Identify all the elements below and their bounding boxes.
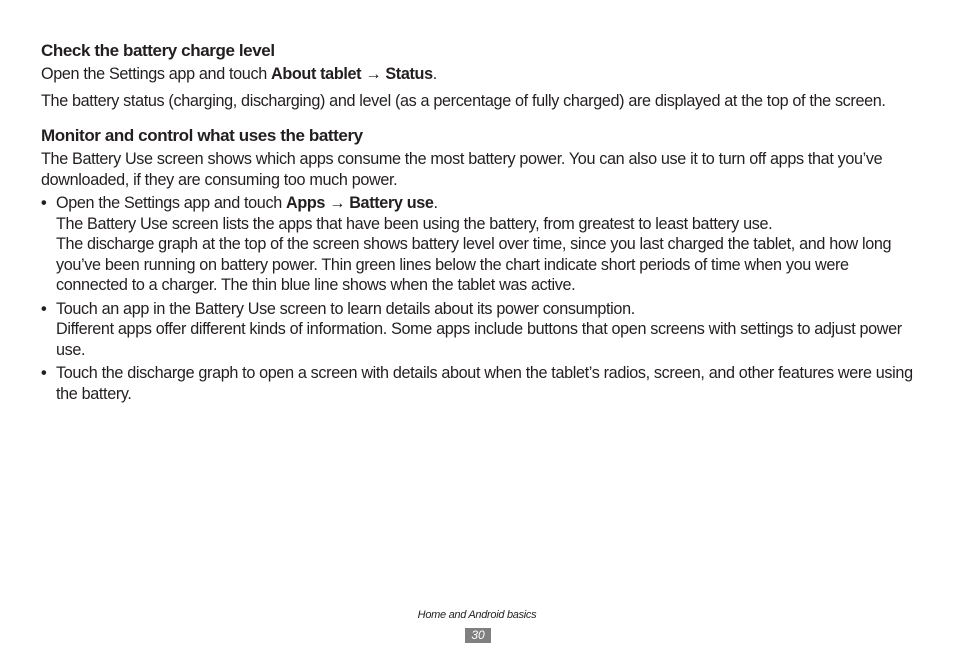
bullet-icon: • — [41, 194, 47, 212]
battery-use-description: The Battery Use screen lists the apps that have been using the battery, from greatest to least battery use. — [56, 214, 773, 233]
instruction-about-tablet — [41, 64, 913, 85]
section-heading-battery-charge: Check the battery charge level — [41, 41, 275, 60]
instruction-period: . — [432, 65, 437, 83]
bullet-icon: • — [41, 364, 47, 382]
discharge-graph-description: The discharge graph at the top of the screen shows battery level over time, since you last charged the tablet, and how long you’ve been running on battery power. Thin green lines below the chart indicate short periods of time when you were connected to a charger. The thin blue line shows when the tablet was active. — [56, 235, 892, 294]
menu-path-battery-use: Battery use — [349, 194, 434, 212]
touch-graph-instruction: Touch the discharge graph to open a screen with details about when the tablet’s radios, screen, and other features were using the battery. — [56, 364, 913, 403]
menu-path-about-tablet: About tablet — [271, 65, 362, 83]
app-info-description: Different apps offer different kinds of information. Some apps include buttons that open screens with settings to adjust power use. — [56, 320, 902, 359]
battery-status-paragraph: The battery status (charging, discharging) and level (as a percentage of fully charged) are displayed at the top of the screen. — [41, 91, 886, 110]
list-item — [41, 299, 913, 361]
page-content — [41, 40, 913, 407]
instruction-text: Open the Settings app and touch — [56, 194, 286, 212]
section-heading-monitor-battery: Monitor and control what uses the battery — [41, 126, 363, 145]
menu-path-status: Status — [385, 65, 433, 83]
instruction-text: Open the Settings app and touch — [41, 65, 271, 83]
battery-use-intro: The Battery Use screen shows which apps consume the most battery power. You can also use it to turn off apps that you’ve downloaded, if they are consuming too much power. — [41, 150, 883, 189]
footer-section-title: Home and Android basics — [417, 609, 537, 621]
list-item — [41, 363, 913, 404]
bullet-icon: • — [41, 299, 47, 318]
touch-app-instruction: Touch an app in the Battery Use screen to learn details about its power consumption. — [56, 299, 635, 318]
instruction-battery-use — [56, 193, 913, 214]
page-number: 30 — [465, 628, 491, 643]
battery-use-list — [41, 193, 913, 404]
arrow-icon: → — [325, 194, 350, 212]
list-item — [41, 193, 913, 296]
instruction-period: . — [433, 194, 438, 212]
arrow-icon: → — [361, 65, 386, 83]
menu-path-apps: Apps — [286, 194, 326, 212]
